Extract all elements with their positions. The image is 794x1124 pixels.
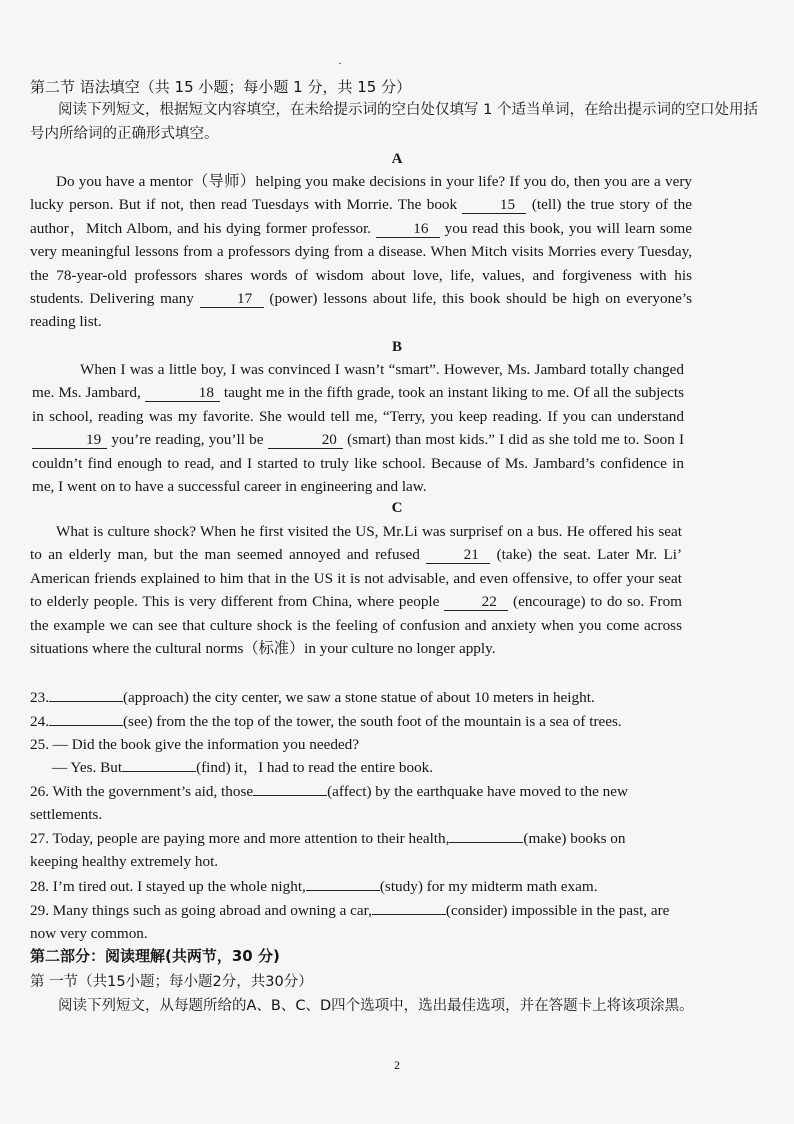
question-27-text-b: (make) books on keeping healthy extremely hot. (30, 830, 626, 870)
question-28-number: 28. (30, 878, 49, 895)
blank-21[interactable]: 21 (426, 546, 490, 564)
passage-a (30, 170, 692, 334)
instruction: 阅读下列短文，根据短文内容填空，在未给提示词的空白处仅填写 1 个适当单词，在给出提示词的空口处用括号内所给词的正确形式填空。 (30, 102, 758, 142)
blank-28[interactable] (306, 890, 380, 891)
blank-24[interactable] (49, 725, 123, 726)
question-23-text: (approach) the city center, we saw a stone statue of about 10 meters in height. (122, 689, 595, 706)
speck: · (338, 56, 342, 70)
blank-17[interactable]: 17 (200, 290, 264, 308)
question-26-text-a: With the government’s aid, those (52, 783, 254, 800)
passage-b-heading: B (391, 339, 402, 355)
question-28 (30, 875, 680, 898)
question-23-number: 23. (30, 689, 49, 706)
question-29-number: 29. (30, 902, 49, 919)
blank-19[interactable]: 19 (32, 431, 107, 449)
blank-22[interactable]: 22 (444, 593, 508, 611)
question-24-number: 24. (30, 713, 49, 730)
part-2-header: 第二部分：阅读理解(共两节，30 分) (30, 947, 280, 965)
passage-b-text-2: taught me in the fifth grade, took an instant liking to me. Of all the subjects in school, reading was my favorite. She would tell me, “Terry, you keep reading. If you can understand (32, 384, 685, 425)
passage-b-text-1: When I was a little boy, I was convinced I wasn’t “smart”. However, Ms. Jambard totally changed me. Ms. Jambard, (32, 361, 684, 402)
question-28-text-b: (study) for my midterm math exam. (379, 878, 598, 895)
question-26 (30, 780, 670, 826)
blank-25[interactable] (122, 771, 196, 772)
question-24 (30, 710, 680, 733)
passage-c-text-1: What is culture shock? When he first visited the US, Mr.Li was surprisef on a bus. He offered his seat to an elderly man, but the man seemed annoyed and refused (30, 523, 682, 564)
section-1-header: 第 一节（共15小题；每小题2分，共30分） (30, 974, 313, 990)
passage-c-heading: C (391, 500, 403, 516)
passage-a-text-2: (tell) the true story of the author，Mitch Albom, and his dying former professor. (30, 196, 692, 237)
question-25 (30, 733, 680, 779)
passage-c (30, 520, 682, 660)
question-25-line-1: — Did the book give the information you needed? (52, 736, 359, 753)
question-29-text-b: (consider) impossible in the past, are now very common. (30, 902, 670, 942)
question-27-text-a: Today, people are paying more and more attention to their health, (52, 830, 450, 847)
blank-15[interactable]: 15 (462, 196, 526, 214)
passage-b (32, 358, 684, 498)
question-26-text-b: (affect) by the earthquake have moved to the new settlements. (30, 783, 628, 823)
blank-20[interactable]: 20 (268, 431, 343, 449)
question-23 (30, 686, 680, 709)
passage-b-text-3: you’re reading, you’ll be (111, 431, 264, 449)
blank-26[interactable] (253, 795, 327, 796)
question-28-text-a: I’m tired out. I stayed up the whole night, (52, 878, 306, 895)
question-26-number: 26. (30, 783, 49, 800)
blank-29[interactable] (372, 914, 446, 915)
question-27 (30, 827, 670, 873)
passage-a-text-1: Do you have a mentor（导师）helping you make decisions in your life? If you do, then you are a very lucky person. But if not, then read Tuesdays with Morrie. The book (30, 173, 692, 214)
question-25-line-2a: — Yes. But (52, 759, 123, 776)
blank-23[interactable] (49, 701, 123, 702)
question-29 (30, 899, 680, 945)
passage-b-text-4: (smart) than most kids.” I did as she told me to. Soon I couldn’t find enough to read, and I started to truly like school. Because of Ms. Jambard’s confidence in me, I went on to have a successful career in engineering and law. (32, 431, 685, 496)
page-number: 2 (394, 1058, 400, 1072)
reading-instruction: 阅读下列短文，从每题所给的A、B、C、D四个选项中，选出最佳选项，并在答题卡上将该项涂黑。 (58, 998, 694, 1014)
question-29-text-a: Many things such as going abroad and owning a car, (52, 902, 372, 919)
passage-a-heading: A (391, 151, 403, 167)
section-header: 第二节 语法填空（共 15 小题；每小题 1 分，共 15 分） (30, 78, 412, 96)
question-25-number: 25. (30, 736, 49, 753)
blank-27[interactable] (449, 842, 523, 843)
question-25-line-2b: (find) it，I had to read the entire book. (196, 759, 434, 776)
question-27-number: 27. (30, 830, 49, 847)
blank-18[interactable]: 18 (145, 384, 220, 402)
passage-c-text-3: (encourage) to do so. From the example we can see that culture shock is the feeling of confusion and anxiety when you come across situations where the cultural norms（标准）in your culture no longer apply. (30, 593, 682, 658)
passage-a-text-4: (power) lessons about life, this book should be high on everyone’s reading list. (30, 290, 693, 331)
passage-c-text-2: (take) the seat. Later Mr. Li’ American friends explained to him that in the US it is not advisable, and even offensive, to offer your seat to elderly people. This is very different from China, where people (30, 546, 683, 611)
question-24-text: (see) from the the top of the tower, the south foot of the mountain is a sea of trees. (122, 713, 622, 730)
blank-16[interactable]: 16 (376, 220, 440, 238)
passage-a-text-3: you read this book, you will learn some very meaningful lessons from a professors dying from a disease. When Mitch visits Morries every Tuesday, the 78-year-old professors shares words of wisdom about love, life, values, and forgiveness with his students. Delivering many (30, 219, 692, 308)
